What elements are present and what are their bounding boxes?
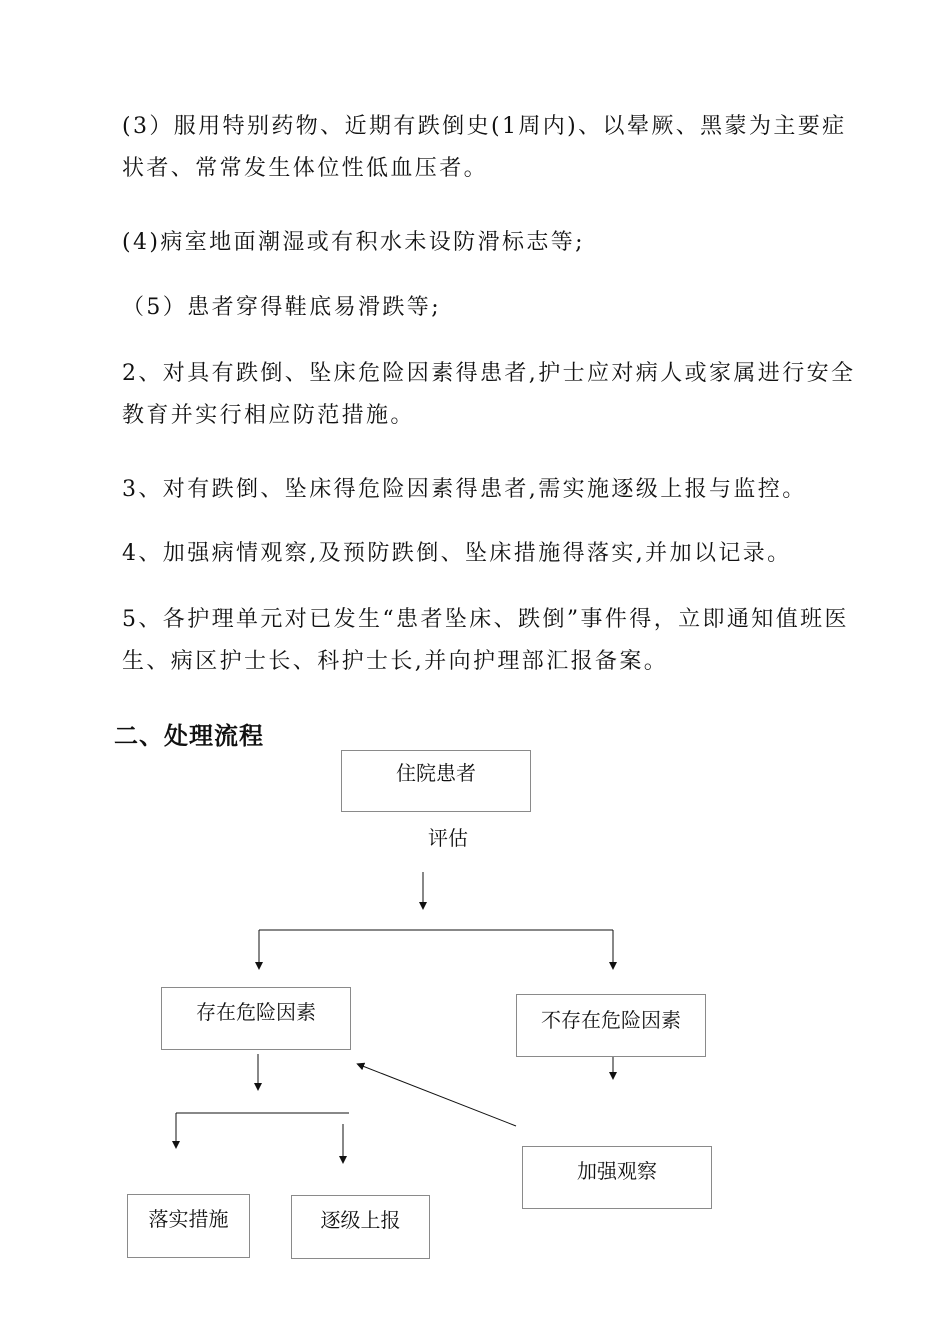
item-3: 3、对有跌倒、坠床得危险因素得患者,需实施逐级上报与监控。: [122, 477, 807, 502]
flow-box-risk-label: 存在危险因素: [196, 1000, 316, 1024]
flow-box-implement-label: 落实措施: [148, 1207, 229, 1231]
flow-label-assess: 评估: [428, 826, 468, 850]
flow-box-report-label: 逐级上报: [320, 1208, 401, 1232]
arrow-observe-to-risk: [360, 1065, 516, 1126]
flow-box-start-label: 住院患者: [396, 761, 476, 785]
item-4: 4、加强病情观察,及预防跌倒、坠床措施得落实,并加以记录。: [122, 541, 792, 566]
section-heading: 二、处理流程: [114, 721, 264, 750]
flow-box-implement: [127, 1194, 250, 1258]
flow-box-report: [291, 1195, 430, 1259]
paragraph-4: (4)病室地面潮湿或有积水未设防滑标志等;: [122, 230, 585, 255]
flow-box-observe-label: 加强观察: [577, 1159, 657, 1183]
item-5: 5、各护理单元对已发生“患者坠床、跌倒”事件得，立即通知值班医生、病区护士长、科护士长,并向护理部汇报备案。: [122, 607, 849, 674]
paragraph-5: （5）患者穿得鞋底易滑跌等;: [122, 295, 442, 320]
paragraph-3: (3）服用特别药物、近期有跌倒史(1周内)、以晕厥、黑蒙为主要症状者、常常发生体位性低血压者。: [122, 114, 847, 181]
flow-box-observe: [522, 1146, 712, 1209]
flow-box-risk: [161, 987, 351, 1050]
item-2: 2、对具有跌倒、坠床危险因素得患者,护士应对病人或家属进行安全教育并实行相应防范措施。: [122, 361, 856, 428]
flow-box-start: [341, 750, 531, 812]
flow-box-no-risk-label: 不存在危险因素: [541, 1008, 681, 1032]
flow-box-no-risk: [516, 994, 706, 1057]
